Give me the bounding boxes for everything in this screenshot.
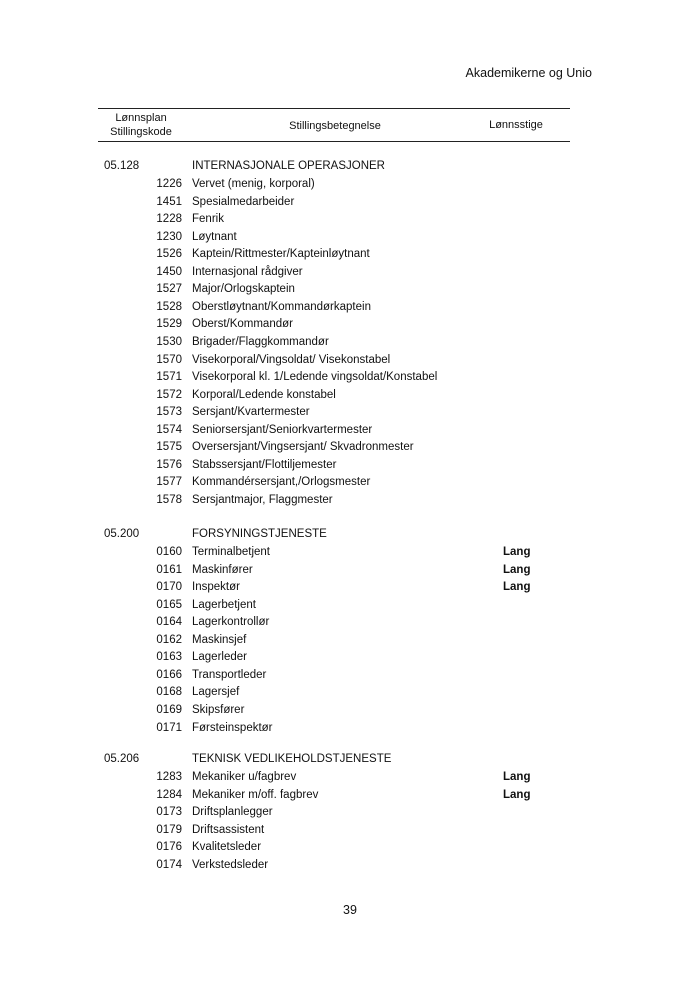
table-row <box>0 771 700 789</box>
position-title: Sersjantmajor, Flaggmester <box>192 493 333 506</box>
section-code: 05.200 <box>104 528 140 540</box>
position-title: Lagersjef <box>192 686 240 699</box>
position-code: 1526 <box>156 248 182 261</box>
position-title: Spesialmedarbeider <box>192 195 295 208</box>
position-title: Brigader/Flaggkommandør <box>192 335 329 348</box>
position-title: Mekaniker m/off. fagbrev <box>192 788 319 801</box>
position-code: 1571 <box>156 371 182 384</box>
column-header-plan-line2: Stillingskode <box>110 126 172 138</box>
position-code: 0168 <box>156 686 182 699</box>
position-title: Terminalbetjent <box>192 546 270 558</box>
section-code: 05.128 <box>104 160 140 172</box>
table-row <box>0 231 700 249</box>
salary-ladder: Lang <box>503 581 531 594</box>
table-row <box>0 301 700 319</box>
table-row <box>0 213 700 231</box>
position-code: 1450 <box>156 265 182 278</box>
position-code: 1572 <box>156 388 182 401</box>
position-code: 0163 <box>156 651 182 664</box>
position-title: Lagerleder <box>192 651 247 664</box>
position-title: Maskinfører <box>192 563 253 576</box>
position-code: 1573 <box>156 406 182 419</box>
position-title: Oberstløytnant/Kommandørkaptein <box>192 300 371 313</box>
section-title: INTERNASJONALE OPERASJONER <box>192 160 385 172</box>
table-row <box>0 196 700 214</box>
position-title: Førsteinspektør <box>192 721 273 734</box>
column-header-ladder: Lønnsstige <box>489 119 543 131</box>
position-title: Oversersjant/Vingsersjant/ Skvadronmester <box>192 441 414 454</box>
position-code: 1530 <box>156 335 182 348</box>
position-title: Internasjonal rådgiver <box>192 265 303 278</box>
position-code: 1576 <box>156 458 182 471</box>
position-title: Visekorporal kl. 1/Ledende vingsoldat/Konstabel <box>192 371 438 384</box>
position-code: 1230 <box>156 230 182 243</box>
table-row <box>0 789 700 807</box>
position-title: Visekorporal/Vingsoldat/ Visekonstabel <box>192 353 391 366</box>
table-row <box>0 248 700 266</box>
table-header-rule <box>98 141 570 142</box>
column-header-plan-line1: Lønnsplan <box>115 112 167 124</box>
position-code: 1283 <box>156 771 182 783</box>
table-row <box>0 336 700 354</box>
position-code: 0166 <box>156 668 182 681</box>
position-title: Mekaniker u/fagbrev <box>192 771 297 783</box>
table-top-rule <box>98 108 570 109</box>
table-row <box>0 441 700 459</box>
organization-heading: Akademikerne og Unio <box>465 66 592 80</box>
salary-ladder: Lang <box>503 771 531 783</box>
position-title: Skipsfører <box>192 703 245 716</box>
position-title: Transportleder <box>192 668 267 681</box>
position-code: 0165 <box>156 598 182 611</box>
position-code: 0170 <box>156 581 182 594</box>
table-row <box>0 371 700 389</box>
table-row <box>0 424 700 442</box>
position-code: 0174 <box>156 858 182 871</box>
section-title: TEKNISK VEDLIKEHOLDSTJENESTE <box>192 753 392 765</box>
position-title: Løytnant <box>192 230 237 243</box>
table-row <box>0 669 700 687</box>
position-title: Kommandérsersjant,/Orlogsmester <box>192 476 371 489</box>
table-row <box>0 406 700 424</box>
table-row <box>0 859 700 877</box>
position-title: Kaptein/Rittmester/Kapteinløytnant <box>192 248 370 261</box>
position-code: 1228 <box>156 213 182 226</box>
section-title: FORSYNINGSTJENESTE <box>192 528 327 540</box>
table-row <box>0 581 700 599</box>
position-code: 1570 <box>156 353 182 366</box>
table-row <box>0 354 700 372</box>
position-code: 1284 <box>156 788 182 801</box>
position-title: Korporal/Ledende konstabel <box>192 388 336 401</box>
table-row <box>0 634 700 652</box>
table-row <box>0 494 700 512</box>
position-title: Verkstedsleder <box>192 858 269 871</box>
position-code: 1578 <box>156 493 182 506</box>
table-row <box>0 318 700 336</box>
section-code: 05.206 <box>104 753 140 765</box>
column-header-plan <box>96 111 186 139</box>
position-title: Seniorsersjant/Seniorkvartermester <box>192 423 373 436</box>
table-row <box>0 841 700 859</box>
position-title: Lagerbetjent <box>192 598 256 611</box>
position-code: 0160 <box>156 546 182 558</box>
position-code: 1574 <box>156 423 182 436</box>
position-code: 0169 <box>156 703 182 716</box>
table-row <box>0 616 700 634</box>
position-code: 0162 <box>156 633 182 646</box>
table-row <box>0 824 700 842</box>
position-code: 0179 <box>156 823 182 836</box>
position-code: 0171 <box>156 721 182 734</box>
position-title: Fenrik <box>192 213 224 226</box>
position-code: 1527 <box>156 283 182 296</box>
table-row <box>0 651 700 669</box>
position-title: Lagerkontrollør <box>192 616 270 629</box>
position-code: 0173 <box>156 806 182 819</box>
position-code: 1451 <box>156 195 182 208</box>
table-row <box>0 686 700 704</box>
position-code: 0161 <box>156 563 182 576</box>
column-header-title: Stillingsbetegnelse <box>289 120 381 132</box>
position-title: Sersjant/Kvartermester <box>192 406 310 419</box>
position-code: 1529 <box>156 318 182 331</box>
position-title: Maskinsjef <box>192 633 247 646</box>
position-title: Driftsplanlegger <box>192 806 273 819</box>
position-code: 0176 <box>156 841 182 854</box>
salary-ladder: Lang <box>503 563 531 576</box>
table-row <box>0 283 700 301</box>
position-code: 0164 <box>156 616 182 629</box>
position-title: Stabssersjant/Flottiljemester <box>192 458 337 471</box>
position-title: Oberst/Kommandør <box>192 318 293 331</box>
position-title: Vervet (menig, korporal) <box>192 178 315 190</box>
table-row <box>0 266 700 284</box>
table-row <box>0 564 700 582</box>
table-row <box>0 704 700 722</box>
position-title: Major/Orlogskaptein <box>192 283 295 296</box>
table-row <box>0 476 700 494</box>
table-row <box>0 389 700 407</box>
table-row <box>0 806 700 824</box>
table-row <box>0 599 700 617</box>
table-row <box>0 178 700 196</box>
salary-ladder: Lang <box>503 788 531 801</box>
position-title: Inspektør <box>192 581 240 594</box>
position-title: Driftsassistent <box>192 823 265 836</box>
table-row <box>0 459 700 477</box>
position-code: 1226 <box>156 178 182 190</box>
table-row <box>0 546 700 564</box>
table-row <box>0 722 700 740</box>
salary-ladder: Lang <box>503 546 531 558</box>
page-number: 39 <box>343 903 357 917</box>
position-code: 1577 <box>156 476 182 489</box>
position-code: 1575 <box>156 441 182 454</box>
position-code: 1528 <box>156 300 182 313</box>
position-title: Kvalitetsleder <box>192 841 262 854</box>
